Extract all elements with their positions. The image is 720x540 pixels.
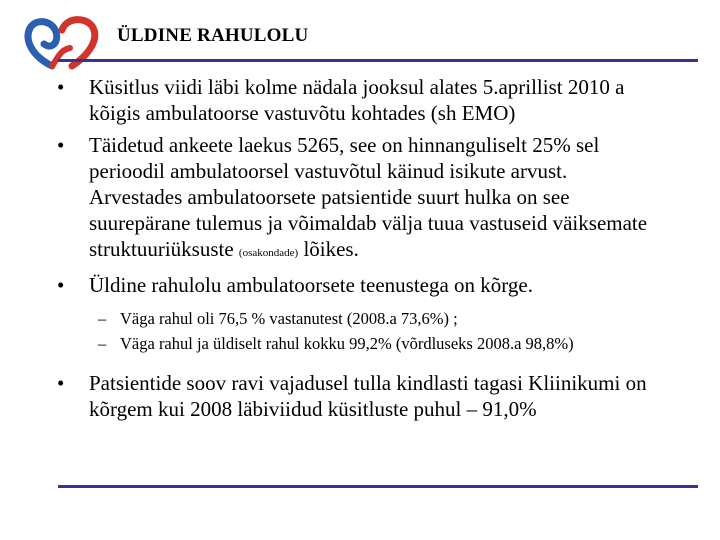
- bullet-item: [0, 272, 659, 298]
- sub-bullet-item: [0, 308, 625, 329]
- sub-bullet-text: Väga rahul ja üldiselt rahul kokku 99,2% (võrdluseks 2008.a 98,8%): [120, 334, 574, 353]
- clinic-logo-icon: [22, 12, 104, 74]
- bullet-item: [0, 370, 659, 422]
- sub-bullet-item: [0, 333, 625, 354]
- sub-bullet-marker: –: [98, 309, 107, 328]
- title-divider: [58, 59, 698, 62]
- sub-bullet-text: Väga rahul oli 76,5 % vastanutest (2008.a 73,6%) ;: [120, 309, 458, 328]
- bullet-text: Üldine rahulolu ambulatoorsete teenustega on kõrge.: [89, 273, 533, 297]
- bullet-marker: •: [57, 75, 65, 99]
- slide-content: [0, 68, 720, 422]
- bullet-text: lõikes.: [298, 237, 359, 261]
- bullet-marker: •: [57, 273, 65, 297]
- bullet-text: Täidetud ankeete laekus 5265, see on hinnanguliselt 25% sel perioodil ambulatoorsel vastuvõtul käinud isikute arvust. Arvestades ambulatoorsete patsientide suurt hulka on see suurepärane tulemus ja võimaldab välja tuua vastuseid väiksemate struktuuriüksuste: [89, 133, 648, 261]
- bullet-text: Patsientide soov ravi vajadusel tulla kindlasti tagasi Kliinikumi on kõrgem kui 2008 läbiviidud küsitluste puhul – 91,0%: [89, 371, 647, 421]
- footer-divider: [58, 485, 698, 488]
- bullet-item: [0, 74, 659, 126]
- bullet-marker: •: [57, 133, 65, 157]
- bullet-marker: •: [57, 371, 65, 395]
- bullet-item: [0, 132, 659, 266]
- bullet-text: Küsitlus viidi läbi kolme nädala jooksul alates 5.aprillist 2010 a kõigis ambulatoorse vastuvõtu kohtades (sh EMO): [89, 75, 625, 125]
- slide-title: ÜLDINE RAHULOLU: [117, 25, 309, 46]
- bullet-small-text: (osakondade): [238, 247, 299, 259]
- sub-bullet-marker: –: [98, 334, 107, 353]
